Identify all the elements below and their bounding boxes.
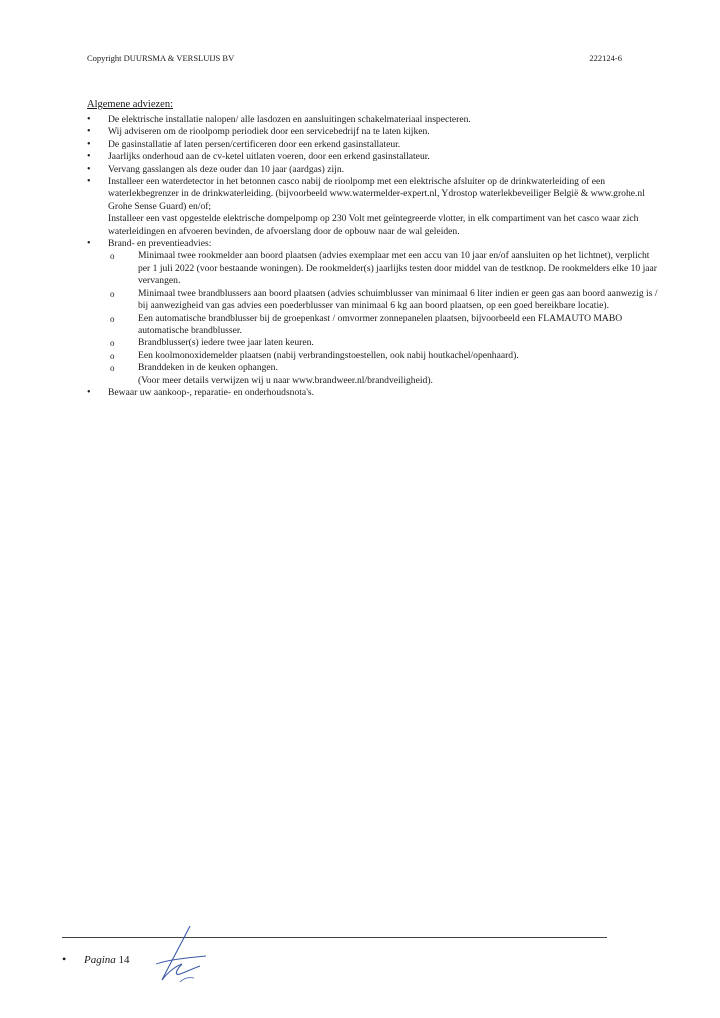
sub-list-item: o Minimaal twee brandblussers aan boord plaatsen (advies schuimblusser van minimaal 6 liter indien er geen gas aan boord aanwezig is / bij aanwezigheid van gas advies een poederblusser van minimaal 6 kg aan boord plaatsen, op een goed bereikbare locatie). [110,288,659,313]
waterdetector-text-1: • Installeer een waterdetector in het betonnen casco nabij de rioolpomp met een elektrische afsluiter op de drinkwaterleiding of een waterlekbegrenzer in de drinkwaterleiding. (bijvoorbeeld www.watermelder-expert.nl, Ydrostop waterlekbeveiliger België & www.grohe.nl Grohe Sense Guard) en/of; [108,176,645,212]
footer-bullet-icon: • [62,952,67,966]
sub-list-item: o Branddeken in de keuken ophangen. [110,362,659,374]
list-item: • Vervang gasslangen als deze ouder dan 10 jaar (aardgas) zijn. [87,164,659,176]
page-number: 14 [118,954,130,966]
header-copyright: Copyright DUURSMA & VERSLUIJS BV [87,53,235,63]
sub-list-item: o Minimaal twee rookmelder aan boord plaatsen (advies exemplaar met een accu van 10 jaar en/of aansluiten op het lichtnet), verplicht per 1 juli 2022 (voor bestaande woningen). De rookmelder(s) jaarlijks testen door middel van de testknop. De rookmelders elke 10 jaar vervangen. [110,250,659,287]
brand-note: (Voor meer details verwijzen wij u naar www.brandweer.nl/brandveiligheid). [138,374,433,386]
signature-icon [150,920,210,990]
sub-list-item: o Een koolmonoxidemelder plaatsen (nabij verbrandingstoestellen, ook nabij houtkachel/openhaard). [110,350,659,362]
sub-list-item: o Een automatische brandblusser bij de groepenkast / omvormer zonnepanelen plaatsen, bijvoorbeeld een FLAMAUTO MABO automatische brandblusser. [110,313,659,338]
list-item: • Wij adviseren om de rioolpomp periodiek door een servicebedrijf na te laten kijken. [87,126,659,138]
waterdetector-text-2: Installeer een vast opgestelde elektrische dompelpomp op 230 Volt met geïntegreerde vlotter, in elk compartiment van het casco waar zich waterleidingen en afvoeren bevinden, de afvoerslang door de opbouw naar de wal geleiden. [108,213,639,237]
advice-list [87,114,659,399]
page-footer [62,952,130,967]
page-label: Pagina [84,954,116,966]
brand-title: • Brand- en preventieadvies: [108,238,212,250]
list-item-waterdetector [87,176,659,238]
list-item: • De gasinstallatie af laten persen/certificeren door een erkend gasinstallateur. [87,139,659,151]
list-item: • De elektrische installatie nalopen/ alle lasdozen en aansluitingen schakelmateriaal inspecteren. [87,114,659,126]
brand-sublist [110,250,659,386]
section-title: Algemene adviezen: [87,99,173,110]
header-doc-number: 222124-6 [589,53,622,63]
list-item-brand [87,238,659,250]
list-item: • Jaarlijks onderhoud aan de cv-ketel uitlaten voeren, door een erkend gasinstallateur. [87,151,659,163]
footer-divider [62,937,607,938]
list-item: • Bewaar uw aankoop-, reparatie- en onderhoudsnota's. [87,387,659,399]
sub-list-item: o Brandblusser(s) iedere twee jaar laten keuren. [110,337,659,349]
